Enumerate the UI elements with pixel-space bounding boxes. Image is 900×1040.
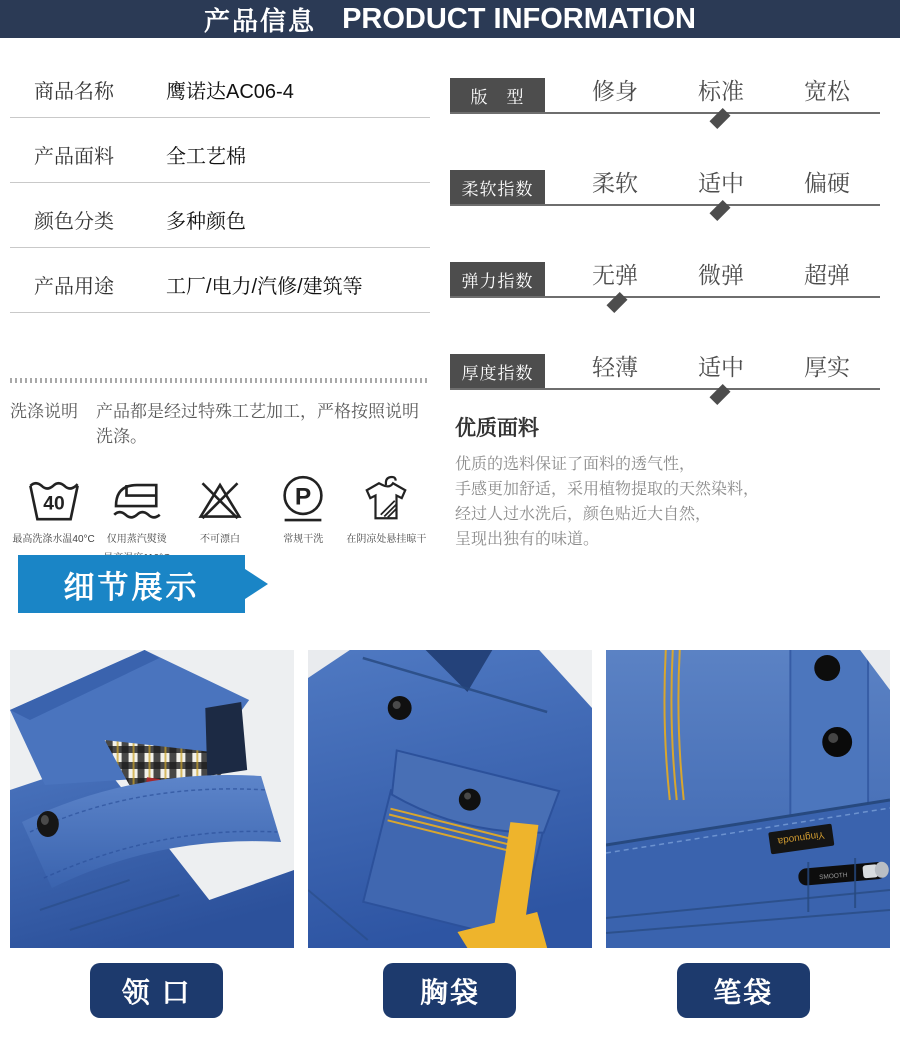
fabric-line: 优质的选料保证了面料的透气性， <box>455 456 696 473</box>
chest-pocket-photo <box>308 650 592 948</box>
spec-table <box>10 50 430 313</box>
spec-value: 多种颜色 <box>166 211 246 233</box>
scale-softness <box>450 114 880 206</box>
scale-label: 版 型 <box>450 78 545 112</box>
svg-text:P: P <box>295 483 312 511</box>
wash-40-icon <box>26 471 82 527</box>
scale-option: 宽松 <box>804 78 850 104</box>
wash-icon-col <box>262 471 345 565</box>
spec-value: 全工艺棉 <box>166 146 246 168</box>
scale-option: 无弹 <box>592 262 638 288</box>
scale-label: 柔软指数 <box>450 170 545 204</box>
label-collar: 领 口 <box>90 963 223 1018</box>
iron-icon <box>109 471 165 527</box>
details-banner-title: 细节展示 <box>63 569 200 605</box>
spec-label: 颜色分类 <box>34 211 114 233</box>
scale-option: 超弹 <box>804 262 850 288</box>
scale-fit <box>450 50 880 114</box>
svg-text:SMOOTH: SMOOTH <box>818 871 848 882</box>
scale-label: 弹力指数 <box>450 262 545 296</box>
wash-section <box>10 378 430 565</box>
wash-icons-row <box>10 471 430 565</box>
scale-option: 标准 <box>698 78 744 104</box>
collar-photo <box>10 650 294 948</box>
scale-option: 偏硬 <box>804 170 850 196</box>
svg-text:40: 40 <box>42 493 65 515</box>
label-pen-pocket: 笔袋 <box>677 963 810 1018</box>
fabric-line: 手感更加舒适，采用植物提取的天然染料， <box>455 481 760 498</box>
wash-icon-col <box>178 471 261 565</box>
fabric-title: 优质面料 <box>455 417 539 440</box>
scale-option: 修身 <box>592 78 638 104</box>
fabric-section <box>455 412 885 552</box>
spec-row-usage <box>10 248 430 313</box>
scale-option: 厚实 <box>804 354 850 380</box>
spec-label: 产品用途 <box>34 276 114 298</box>
svg-text:Yingnuoda: Yingnuoda <box>776 828 826 847</box>
scale-label: 厚度指数 <box>450 354 545 388</box>
spec-value: 工厂/电力/汽修/建筑等 <box>166 276 363 298</box>
wash-caption: 在阴凉处悬挂晾干 <box>346 534 427 545</box>
dry-clean-icon <box>275 471 331 527</box>
page-header <box>0 0 900 38</box>
scale-option: 柔软 <box>592 170 638 196</box>
scale-option: 轻薄 <box>592 354 638 380</box>
details-banner <box>18 555 245 613</box>
label-chest-pocket: 胸袋 <box>383 963 516 1018</box>
page-title-cn: 产品信息 <box>204 5 317 36</box>
no-bleach-icon <box>192 471 248 527</box>
pen-pocket-photo <box>606 650 890 948</box>
page-title-en: PRODUCT INFORMATION <box>342 2 696 35</box>
scale-elasticity <box>450 206 880 298</box>
spec-label: 产品面料 <box>34 146 114 168</box>
wash-icon-col <box>12 471 95 565</box>
hang-dry-icon <box>358 471 414 527</box>
spec-row-fabric <box>10 118 430 183</box>
wash-caption: 最高洗涤水温40°C <box>12 534 95 545</box>
scale-option: 适中 <box>698 170 744 196</box>
banner-arrow-icon <box>245 569 268 599</box>
wash-caption: 常规干洗 <box>283 534 324 545</box>
photo-labels-row <box>10 963 890 1018</box>
rating-scales <box>450 50 880 390</box>
fabric-line: 经过人过水洗后，颜色贴近大自然， <box>455 506 712 523</box>
wash-caption: 仅用蒸汽熨烫 <box>106 534 167 545</box>
detail-photos <box>10 650 890 948</box>
dashed-divider <box>10 378 430 383</box>
scale-line <box>450 388 880 390</box>
wash-icon-col <box>345 471 428 565</box>
wash-label: 洗涤说明 <box>10 402 78 421</box>
scale-thickness <box>450 298 880 390</box>
spec-label: 商品名称 <box>34 81 114 103</box>
spec-value: 鹰诺达AC06-4 <box>166 81 294 103</box>
wash-icon-col <box>95 471 178 565</box>
scale-option: 适中 <box>698 354 744 380</box>
wash-note: 产品都是经过特殊工艺加工，严格按照说明洗涤。 <box>96 402 419 446</box>
fabric-line: 呈现出独有的味道。 <box>455 531 600 548</box>
spec-row-name <box>10 53 430 118</box>
spec-row-color <box>10 183 430 248</box>
wash-caption: 不可漂白 <box>200 534 240 545</box>
scale-option: 微弹 <box>698 262 744 288</box>
